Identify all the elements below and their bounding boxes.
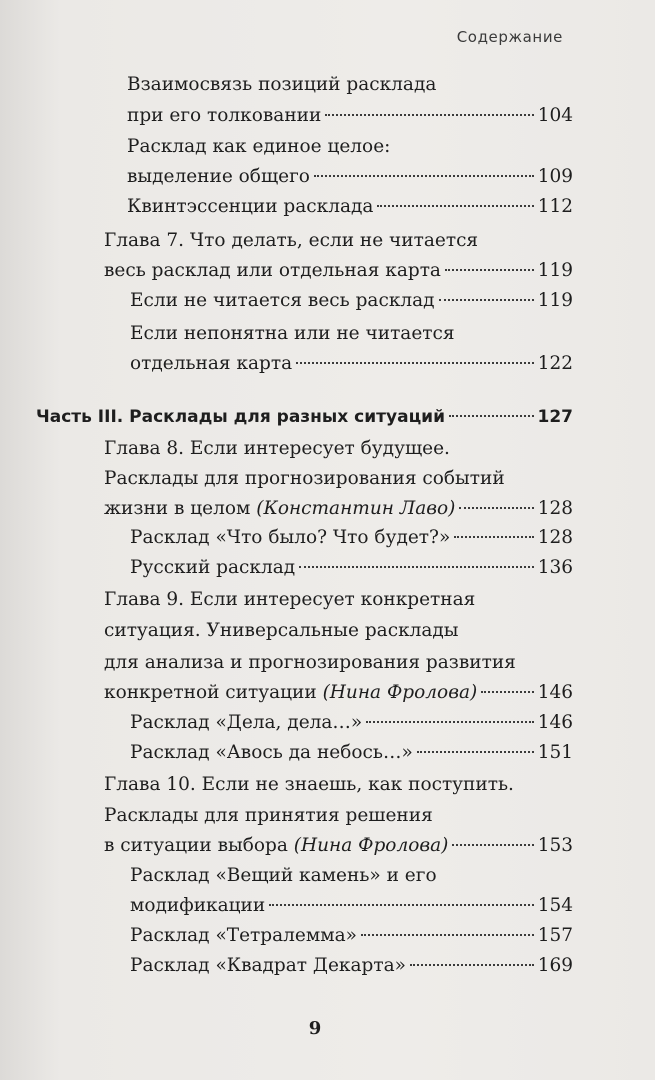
toc-entry-title: [130, 951, 406, 981]
entry-page-number: 136: [537, 557, 573, 578]
entry-page-number: 154: [537, 895, 573, 916]
entry-page-number: 128: [537, 498, 573, 519]
toc-entry: [104, 494, 573, 524]
dot-leader: [449, 415, 533, 417]
toc-heading-line: Расклад «Вещий камень» и его: [130, 865, 437, 886]
entry-page-number: 127: [537, 407, 573, 427]
toc-entry-title: [130, 891, 265, 921]
toc-heading-line: Глава 9. Если интересует конкретная: [104, 589, 476, 610]
toc-entry: [130, 349, 573, 379]
toc-entry: [130, 921, 573, 951]
entry-page-number: 128: [537, 527, 573, 548]
toc-heading-line: для анализа и прогнозирования развития: [104, 652, 516, 673]
entry-title-text: Расклад «Авось да небось…»: [130, 742, 413, 763]
dot-leader: [417, 751, 534, 753]
entry-title-text: модификации: [130, 895, 266, 916]
entry-title-text: жизни в целом: [104, 498, 257, 519]
entry-title-text: отдельная карта: [130, 353, 293, 374]
toc-entry-title: [104, 678, 477, 708]
toc-heading-line: Глава 7. Что делать, если не читается: [104, 230, 479, 251]
entry-title-text: Русский расклад: [130, 557, 296, 578]
toc-entry-title: [104, 256, 441, 286]
entry-title-text: весь расклад или отдельная карта: [104, 260, 441, 281]
dot-leader: [299, 566, 534, 568]
entry-title-text: выделение общего: [127, 166, 310, 187]
entry-title-text: Если не читается весь расклад: [130, 290, 435, 311]
toc-entry: [130, 951, 573, 981]
entry-title-text: конкретной ситуации: [104, 682, 323, 703]
toc-entry-title: [130, 286, 435, 316]
toc-entry: [130, 286, 573, 316]
dot-leader: [325, 114, 533, 116]
entry-title-text: Квинтэссенции расклада: [127, 196, 374, 217]
toc-entry: [127, 192, 573, 222]
entry-page-number: 119: [537, 260, 573, 281]
entry-title-text: при его толковании: [127, 105, 322, 126]
dot-leader: [481, 691, 533, 693]
page-number: 9: [308, 1018, 322, 1039]
toc-entry-title: [127, 162, 310, 192]
entry-title-text: Расклад «Тетралемма»: [130, 925, 357, 946]
dot-leader: [269, 904, 533, 906]
toc-heading-line: ситуация. Универсальные расклады: [104, 620, 459, 641]
entry-page-number: 153: [537, 835, 573, 856]
toc-entry-title: [130, 349, 292, 379]
entry-title-text: Часть III. Расклады для разных ситуаций: [36, 407, 446, 427]
toc-entry-title: [104, 494, 455, 524]
dot-leader: [410, 964, 534, 966]
toc-entry-title: [130, 523, 450, 553]
toc-part-entry: [36, 402, 573, 432]
dot-leader: [296, 362, 534, 364]
toc-entry: [130, 708, 573, 738]
toc-heading-line: Взаимосвязь позиций расклада: [127, 74, 437, 95]
toc-heading-line: Расклад как единое целое:: [127, 136, 391, 157]
entry-title-text: Расклад «Что было? Что будет?»: [130, 527, 451, 548]
dot-leader: [445, 269, 534, 271]
toc-entry: [130, 553, 573, 583]
toc-entry-title: [130, 553, 295, 583]
toc-entry-title: [130, 921, 357, 951]
toc-heading-line: Расклады для принятия решения: [104, 805, 433, 826]
toc-entry-title: [127, 192, 373, 222]
toc-entry: [104, 831, 573, 861]
toc-entry: [130, 523, 573, 553]
toc-entry-title: [130, 738, 413, 768]
dot-leader: [314, 175, 534, 177]
toc-heading-line: Если непонятна или не читается: [130, 323, 455, 344]
dot-leader: [366, 721, 533, 723]
toc-entry: [127, 101, 573, 131]
entry-page-number: 146: [537, 712, 573, 733]
entry-page-number: 109: [537, 166, 573, 187]
entry-author: (Константин Лаво): [256, 498, 456, 519]
entry-page-number: 104: [537, 105, 573, 126]
entry-page-number: 169: [537, 955, 573, 976]
toc-heading-line: Расклады для прогнозирования событий: [104, 468, 505, 489]
dot-leader: [454, 536, 533, 538]
entry-page-number: 151: [537, 742, 573, 763]
dot-leader: [361, 934, 534, 936]
toc-entry-title: [127, 101, 321, 131]
running-head: Содержание: [456, 28, 563, 46]
toc-entry: [130, 738, 573, 768]
entry-page-number: 157: [537, 925, 573, 946]
entry-page-number: 112: [537, 196, 573, 217]
toc-entry: [130, 891, 573, 921]
entry-author: (Нина Фролова): [293, 835, 449, 856]
toc-heading-line: Глава 8. Если интересует будущее.: [104, 438, 450, 459]
toc-entry: [104, 678, 573, 708]
toc-entry-title: [104, 831, 448, 861]
entry-page-number: 146: [537, 682, 573, 703]
toc-entry-title: [36, 402, 445, 432]
toc-entry: [104, 256, 573, 286]
dot-leader: [459, 507, 533, 509]
entry-title-text: Расклад «Дела, дела…»: [130, 712, 363, 733]
entry-author: (Нина Фролова): [322, 682, 478, 703]
entry-title-text: в ситуации выбора: [104, 835, 294, 856]
toc-entry: [127, 162, 573, 192]
toc-heading-line: Глава 10. Если не знаешь, как поступить.: [104, 774, 514, 795]
entry-page-number: 122: [537, 353, 573, 374]
entry-title-text: Расклад «Квадрат Декарта»: [130, 955, 406, 976]
dot-leader: [377, 205, 533, 207]
entry-page-number: 119: [537, 290, 573, 311]
toc-entry-title: [130, 708, 362, 738]
dot-leader: [439, 299, 534, 301]
dot-leader: [452, 844, 533, 846]
